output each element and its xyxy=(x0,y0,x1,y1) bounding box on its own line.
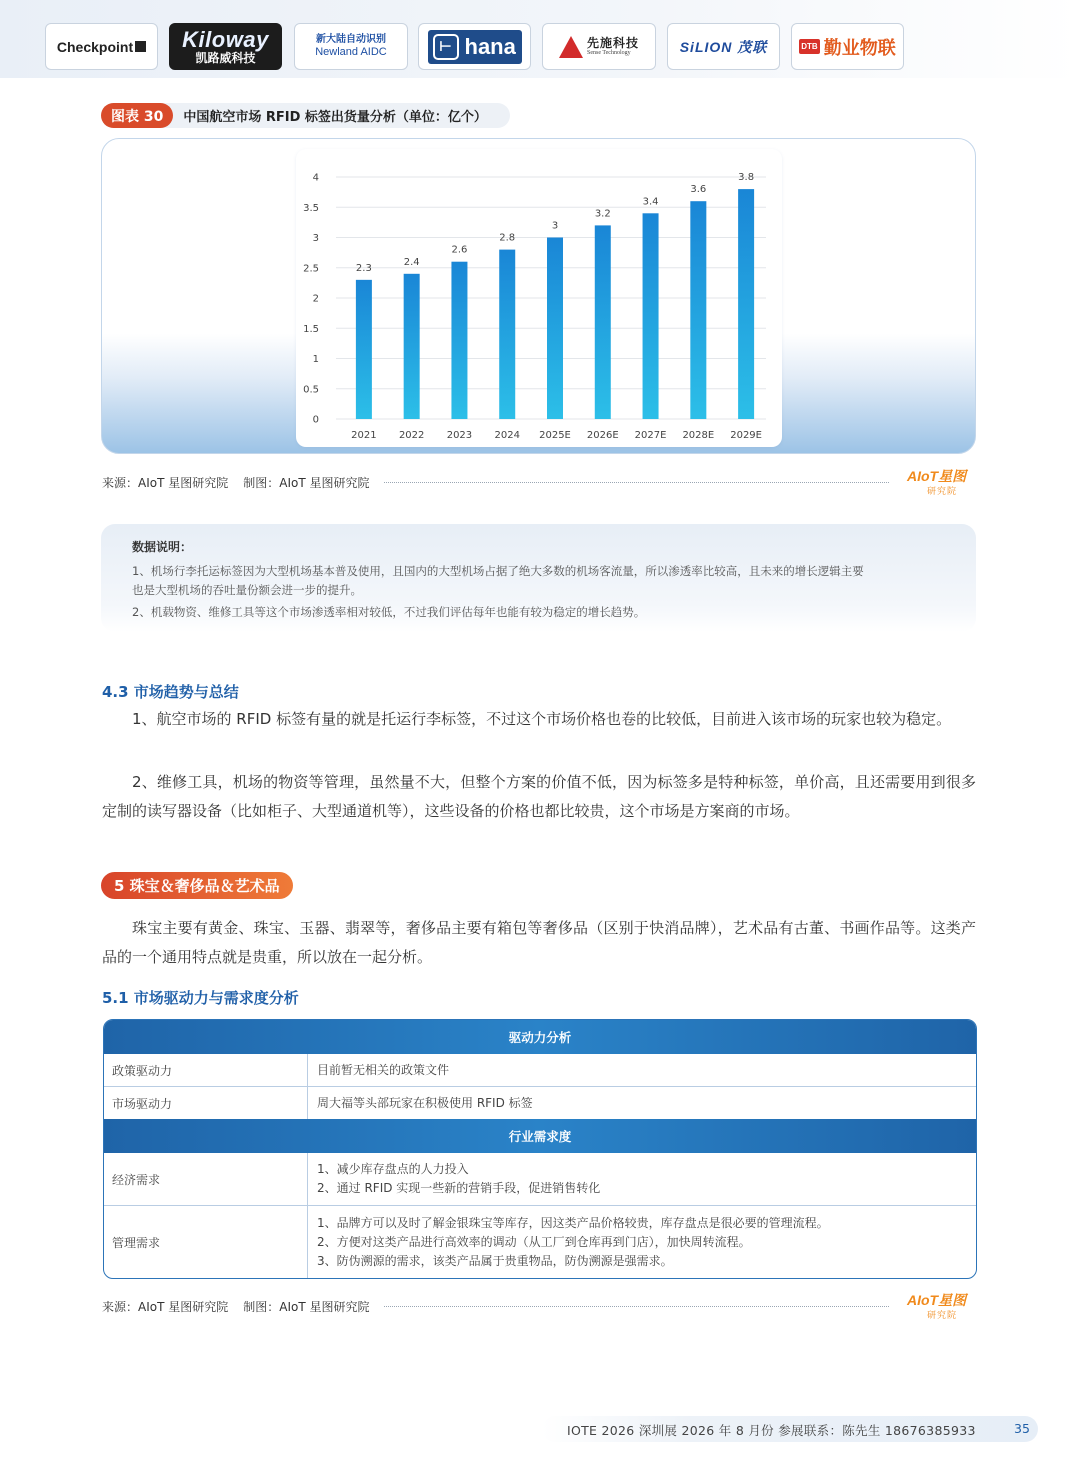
y-tick-label: 2.5 xyxy=(303,263,319,275)
aiot-brand-logo xyxy=(905,466,975,498)
x-tick-label: 2025E xyxy=(539,430,571,441)
row-value-line: 3、防伪溯源的需求，该类产品属于贵重物品，防伪溯源是强需求。 xyxy=(317,1253,673,1268)
sense-mountain-icon xyxy=(559,36,583,58)
footer-exhibition-text: IOTE 2026 深圳展 2026 年 8 月份 参展联系：陈先生 18676385933 xyxy=(567,1423,976,1438)
row-value xyxy=(317,1054,449,1086)
data-label: 3.4 xyxy=(642,196,659,208)
x-tick-label: 2029E xyxy=(730,430,763,441)
data-note-line: 也是大型机场的吞吐量份额会进一步的提升。 xyxy=(132,583,362,597)
row-value-line: 1、减少库存盘点的人力投入 xyxy=(317,1162,469,1176)
bar-2022 xyxy=(404,274,420,419)
section-4-3-heading: 4.3 市场趋势与总结 xyxy=(102,683,239,701)
maker-text: 制图：AIoT 星图研究院 xyxy=(243,1300,370,1314)
table-column-divider xyxy=(307,1153,308,1279)
newland-logo-en: Newland AIDC xyxy=(315,45,387,58)
bar-2023 xyxy=(451,262,467,419)
silion-logo xyxy=(667,23,780,70)
row-value xyxy=(317,1206,829,1278)
x-tick-label: 2028E xyxy=(682,430,715,441)
hana-mark-icon: ⊢ xyxy=(433,34,459,60)
sense-logo-cn: 先施科技 xyxy=(586,35,639,50)
data-label: 3 xyxy=(551,220,559,232)
source-dotted-divider xyxy=(384,482,889,483)
data-note-line: 2、机载物资、维修工具等这个市场渗透率相对较低，不过我们评估每年也能有较为稳定的增长趋势。 xyxy=(132,605,646,619)
bar-2025E xyxy=(547,238,563,420)
y-tick-label: 0.5 xyxy=(303,384,319,396)
figure-caption xyxy=(101,103,510,128)
data-label: 2.4 xyxy=(403,256,420,268)
y-tick-label: 3.5 xyxy=(303,202,319,214)
newland-logo xyxy=(294,23,408,70)
hana-logo xyxy=(418,23,531,70)
row-value xyxy=(317,1087,533,1119)
dtb-logo-cn: 勤业物联 xyxy=(823,37,896,59)
checkpoint-mark-icon xyxy=(135,41,146,52)
row-label: 经济需求 xyxy=(112,1172,161,1187)
bar-2029E xyxy=(738,189,754,419)
section-4-3-paragraph-2: 2、维修工具，机场的物资等管理，虽然量不大，但整个方案的价值不低，因为标签多是特种标签，单价高，且还需要用到很多定制的读写器设备（比如柜子、大型通道机等），这些设备的价格也都比较贵，这个市场是方案商的市场。 xyxy=(102,773,976,820)
y-tick-label: 2 xyxy=(312,293,319,305)
table-header-demand: 行业需求度 xyxy=(104,1119,976,1153)
row-label: 管理需求 xyxy=(112,1235,161,1250)
row-value-line: 2、通过 RFID 实现一些新的营销手段，促进销售转化 xyxy=(317,1181,601,1195)
dtb-mark: DTB xyxy=(799,39,819,54)
row-value-line: 1、品牌方可以及时了解金银珠宝等库存，因这类产品价格较贵，库存盘点是很必要的管理流程。 xyxy=(317,1215,829,1230)
table-source-line xyxy=(102,1298,370,1315)
data-label: 2.8 xyxy=(499,232,516,244)
data-label: 3.2 xyxy=(594,208,611,220)
section-5-1-heading: 5.1 市场驱动力与需求度分析 xyxy=(102,989,299,1007)
y-tick-label: 0 xyxy=(312,414,319,426)
row-value xyxy=(317,1153,600,1205)
table-column-divider xyxy=(307,1054,308,1119)
x-tick-label: 2024 xyxy=(494,430,520,441)
dtb-logo xyxy=(791,23,904,70)
y-tick-label: 1 xyxy=(312,354,319,365)
data-label: 3.8 xyxy=(738,172,755,184)
kiloway-logo-cn: 凯路威科技 xyxy=(195,51,256,65)
data-label: 2.6 xyxy=(451,244,468,256)
sponsor-logo-strip xyxy=(0,0,1080,78)
row-label: 市场驱动力 xyxy=(112,1096,173,1111)
bar-2024 xyxy=(499,250,515,419)
figure-number-badge: 图表 30 xyxy=(101,103,173,128)
y-tick-label: 1.5 xyxy=(303,323,319,335)
brand-name: AIoT星图 xyxy=(907,1292,967,1308)
chart-card xyxy=(296,149,782,447)
maker-text: 制图：AIoT 星图研究院 xyxy=(243,476,370,490)
data-note-title: 数据说明： xyxy=(132,540,193,554)
brand-name: AIoT星图 xyxy=(907,468,967,484)
row-label: 政策驱动力 xyxy=(112,1063,173,1078)
data-label: 2.3 xyxy=(355,262,372,274)
x-tick-label: 2027E xyxy=(634,430,667,441)
y-tick-label: 4 xyxy=(312,172,319,184)
brand-sub: 研究院 xyxy=(927,487,958,497)
table-row xyxy=(104,1087,976,1119)
checkpoint-logo-text: Checkpoint xyxy=(56,38,134,55)
data-note-line: 1、机场行李托运标签因为大型机场基本普及使用，且国内的大型机场占据了绝大多数的机场客流量，所以渗透率比较高，且未来的增长逻辑主要 xyxy=(132,564,864,578)
page-number: 35 xyxy=(1014,1421,1030,1436)
bar-2026E xyxy=(595,225,611,419)
row-value-line: 目前暂无相关的政策文件 xyxy=(317,1062,450,1077)
chart-y-axis xyxy=(303,173,319,426)
kiloway-logo-en: Kiloway xyxy=(182,27,269,52)
bar-2027E xyxy=(643,213,659,419)
x-tick-label: 2023 xyxy=(446,430,473,441)
page-footer xyxy=(542,1416,1038,1442)
aiot-brand-logo xyxy=(905,1290,975,1322)
y-tick-label: 3 xyxy=(312,233,319,244)
source-text: 来源：AIoT 星图研究院 xyxy=(102,1300,229,1314)
table-row xyxy=(104,1153,976,1206)
silion-logo-text: SiLION 茂联 xyxy=(679,38,768,55)
section-5-pill: 5 珠宝＆奢侈品＆艺术品 xyxy=(101,872,293,899)
newland-logo-cn: 新大陆自动识别 xyxy=(316,34,386,46)
table-row xyxy=(104,1206,976,1278)
source-dotted-divider xyxy=(384,1306,889,1307)
driver-analysis-table xyxy=(103,1019,977,1279)
figure-title: 中国航空市场 RFID 标签出货量分析（单位：亿个） xyxy=(183,110,487,125)
source-text: 来源：AIoT 星图研究院 xyxy=(102,476,229,490)
data-note-box xyxy=(101,524,976,632)
x-tick-label: 2026E xyxy=(586,430,619,441)
bar-2028E xyxy=(690,201,706,419)
row-value-line: 2、方便对这类产品进行高效率的调动（从工厂到仓库再到门店），加快周转流程。 xyxy=(317,1234,751,1249)
bar-chart xyxy=(296,149,782,447)
section-5-paragraph: 珠宝主要有黄金、珠宝、玉器、翡翠等，奢侈品主要有箱包等奢侈品（区别于快消品牌），艺术品有古董、书画作品等。这类产品的一个通用特点就是贵重，所以放在一起分析。 xyxy=(102,919,976,966)
chart-source-line xyxy=(102,474,370,491)
chart-panel xyxy=(101,138,976,454)
row-value-line: 周大福等头部玩家在积极使用 RFID 标签 xyxy=(317,1095,533,1110)
checkpoint-logo xyxy=(45,23,158,70)
hana-logo-text: hana xyxy=(464,33,516,59)
brand-sub: 研究院 xyxy=(927,1311,958,1321)
data-label: 3.6 xyxy=(690,184,707,196)
hana-logo-box xyxy=(428,30,522,64)
table-header-driver: 驱动力分析 xyxy=(104,1020,976,1054)
chart-x-axis xyxy=(351,430,762,441)
x-tick-label: 2021 xyxy=(351,430,377,441)
bar-2021 xyxy=(356,280,372,419)
kiloway-logo xyxy=(169,23,282,70)
x-tick-label: 2022 xyxy=(398,430,425,441)
sense-logo-en: Sense Technology xyxy=(586,50,631,57)
section-4-3-paragraph-1: 1、航空市场的 RFID 标签有量的就是托运行李标签，不过这个市场价格也卷的比较低，目前进入该市场的玩家也较为稳定。 xyxy=(132,710,952,728)
table-row xyxy=(104,1054,976,1087)
sense-logo xyxy=(542,23,656,70)
